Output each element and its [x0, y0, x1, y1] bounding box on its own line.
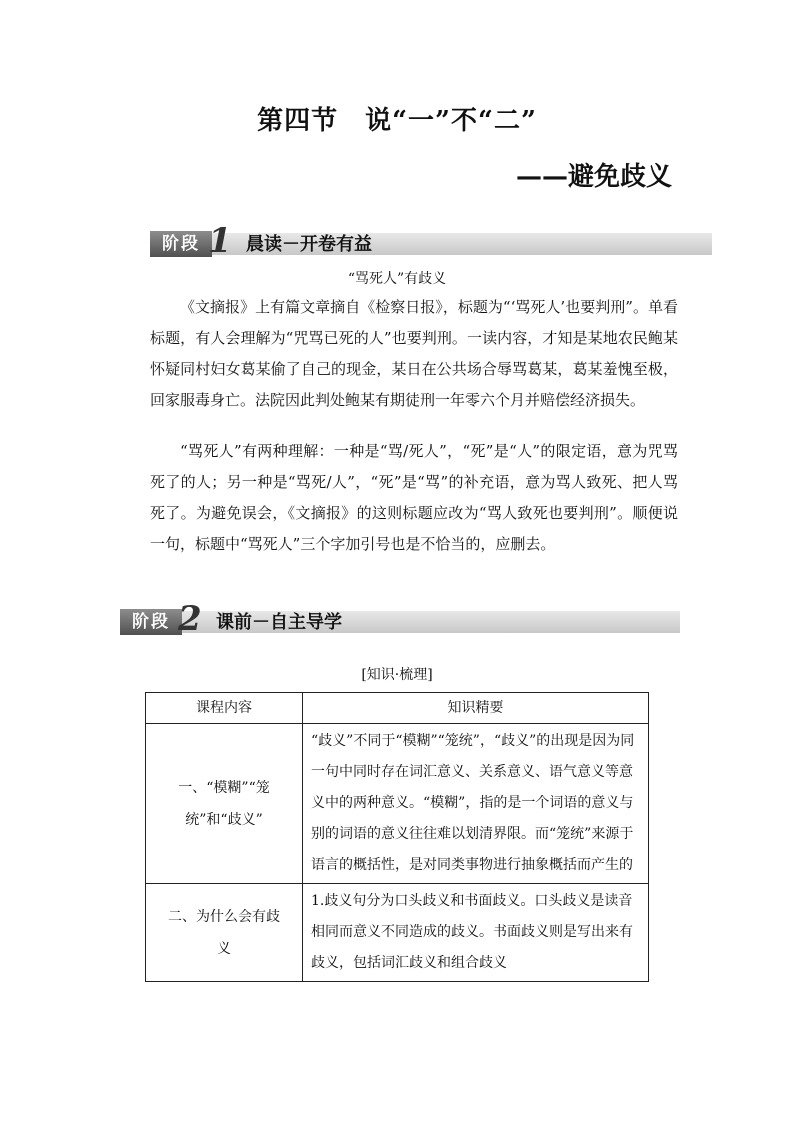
stage-tag: 阶段 [120, 609, 182, 635]
stage-label: 晨读－开卷有益 [246, 234, 372, 255]
stage2-banner [120, 599, 680, 639]
paragraph-1: 《文摘报》上有篇文章摘自《检察日报》，标题为“‘骂死人’也要判刑”。单看标题，有人会理解为“咒骂已死的人”也要判刑。一读内容，才知是某地农民鲍某怀疑同村妇女葛某偷了自己的现金，某日在公共场合辱骂葛某，葛某羞愧至极，回家服毒身亡。法院因此判处鲍某有期徒刑一年零六个月并赔偿经济损失。 [150, 298, 678, 409]
table-row [146, 724, 649, 884]
stage1-banner [150, 221, 712, 261]
stage-label: 课前－自主导学 [216, 612, 342, 633]
table-row [146, 884, 649, 982]
banner-bar [150, 233, 712, 255]
banner-bar [120, 611, 680, 633]
table-cell-content: “歧义”不同于“模糊”“笼统”，“歧义”的出现是因为同一句中同时存在词汇意义、关系意义、语气意义等意义中的两种意义。“模糊”，指的是一个词语的意义与别的词语的意义往往难以划清界限。而“笼统”来源于语言的概括性，是对同类事物进行抽象概括而产生的 [303, 724, 649, 884]
knowledge-table [145, 692, 649, 982]
page-subtitle: ——避免歧义 [515, 162, 672, 192]
table-header-cell: 课程内容 [146, 693, 303, 724]
table-cell-topic: 二、为什么会有歧义 [146, 884, 303, 982]
table-header-row [146, 693, 649, 724]
article-title: “骂死人”有歧义 [347, 271, 447, 287]
stage-tag: 阶段 [150, 231, 212, 257]
section-label: [知识·梳理] [361, 667, 433, 683]
table-cell-content: 1.歧义句分为口头歧义和书面歧义。口头歧义是读音相同而意义不同造成的歧义。书面歧义则是写出来有歧义，包括词汇歧义和组合歧义 [303, 884, 649, 982]
stage-number: 2 [178, 599, 202, 639]
page-title: 第四节 说“一”不“二” [257, 106, 537, 136]
table-header-cell: 知识精要 [303, 693, 649, 724]
table-cell-topic: 一、“模糊”“笼统”和“歧义” [146, 724, 303, 884]
paragraph-2: “骂死人”有两种理解：一种是“骂/死人”，“死”是“人”的限定语，意为咒骂死了的人；另一种是“骂死/人”，“死”是“骂”的补充语，意为骂人致死、把人骂死了。为避免误会，《文摘报》的这则标题应改为“骂人致死也要判刑”。顺便说一句，标题中“骂死人”三个字加引号也是不恰当的，应删去。 [150, 442, 678, 553]
stage-number: 1 [208, 221, 232, 261]
